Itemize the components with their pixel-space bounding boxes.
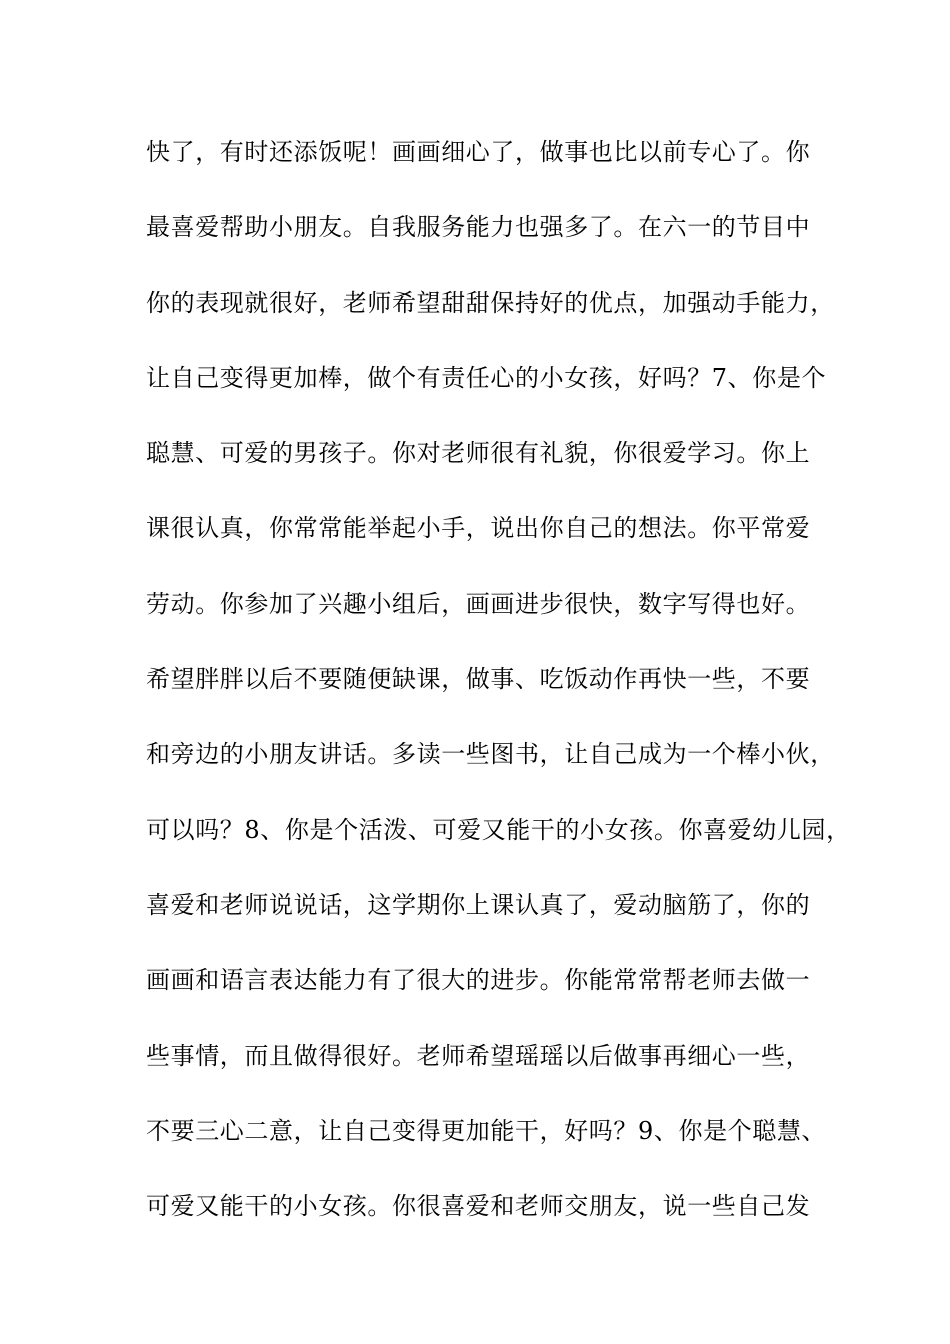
text-line: 聪慧、可爱的男孩子。你对老师很有礼貌，你很爱学习。你上 (146, 439, 811, 468)
text-line: 可爱又能干的小女孩。你很喜爱和老师交朋友，说一些自己发 (146, 1192, 811, 1221)
text-line: 你的表现就很好，老师希望甜甜保持好的优点，加强动手能力， (146, 288, 835, 317)
text-line: 不要三心二意，让自己变得更加能干，好吗？9、你是个聪慧、 (146, 1116, 827, 1145)
text-line: 喜爱和老师说说话，这学期你上课认真了，爱动脑筋了，你的 (146, 890, 811, 919)
text-line: 和旁边的小朋友讲话。多读一些图书，让自己成为一个棒小伙， (146, 740, 835, 769)
body-text (146, 128, 851, 1257)
text-line: 劳动。你参加了兴趣小组后，画画进步很快，数字写得也好。 (146, 589, 811, 618)
text-line: 最喜爱帮助小朋友。自我服务能力也强多了。在六一的节目中 (146, 213, 811, 242)
text-line: 可以吗？8、你是个活泼、可爱又能干的小女孩。你喜爱幼儿园， (146, 815, 851, 844)
text-line: 快了，有时还添饭呢！画画细心了，做事也比以前专心了。你 (146, 138, 811, 166)
text-line: 让自己变得更加棒，做个有责任心的小女孩，好吗？7、你是个 (146, 363, 827, 392)
text-line: 画画和语言表达能力有了很大的进步。你能常常帮老师去做一 (146, 966, 811, 995)
text-line: 希望胖胖以后不要随便缺课，做事、吃饭动作再快一些，不要 (146, 665, 811, 694)
text-line: 课很认真，你常常能举起小手，说出你自己的想法。你平常爱 (146, 514, 811, 543)
text-line: 些事情，而且做得很好。老师希望瑶瑶以后做事再细心一些， (146, 1041, 811, 1070)
